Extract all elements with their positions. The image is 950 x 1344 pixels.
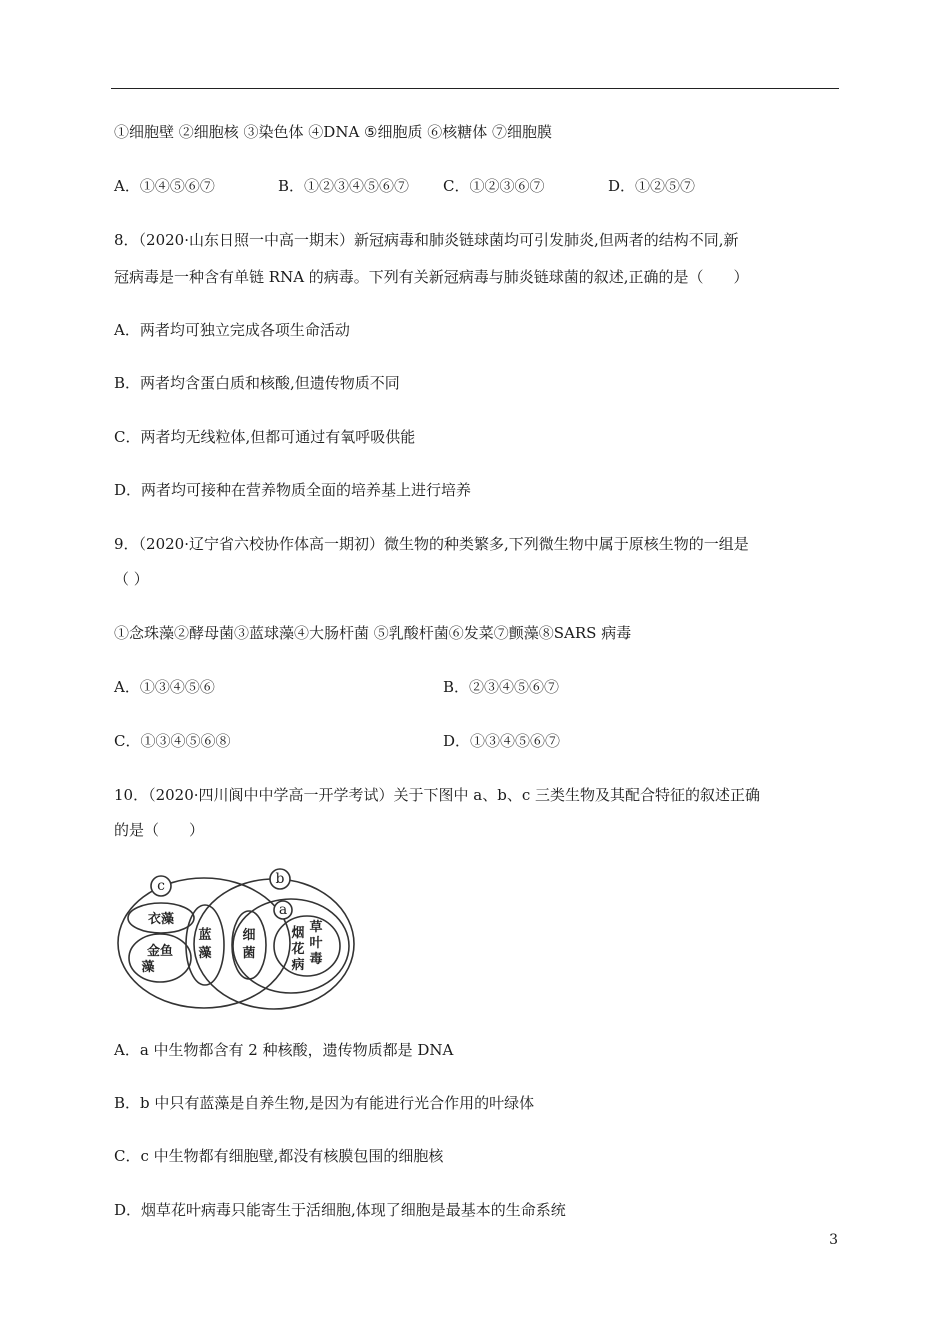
text-virus-6: 毒 (309, 952, 323, 967)
text-jinyu-2: 藻 (141, 960, 155, 975)
header-rule (111, 88, 839, 89)
q10-stem-line1: 10．（2020·四川阆中中学高一开学考试）关于下图中 a、b、c 三类生物及其配合特征的叙述正确 (114, 786, 761, 804)
q8-option-d: D．两者均可接种在营养物质全面的培养基上进行培养 (114, 481, 472, 499)
q8-option-c: C．两者均无线粒体,但都可通过有氧呼吸供能 (114, 428, 416, 446)
q8-stem-line1: 8．（2020·山东日照一中高一期末）新冠病毒和肺炎链球菌均可引发肺炎,但两者的结构不同,新 (114, 231, 739, 249)
q7-option-b: B．①②③④⑤⑥⑦ (278, 177, 410, 195)
q8-option-a: A．两者均可独立完成各项生命活动 (114, 321, 350, 339)
q9-option-c: C．①③④⑤⑥⑧ (114, 732, 231, 750)
q9-stem-line1: 9．（2020·辽宁省六校协作体高一期初）微生物的种类繁多,下列微生物中属于原核生物的一组是 (114, 535, 749, 553)
text-virus-2: 花 (291, 942, 305, 957)
q9-option-b: B．②③④⑤⑥⑦ (443, 678, 560, 696)
text-xijun-1: 细 (242, 928, 256, 943)
text-lanzao-2: 藻 (198, 946, 212, 961)
q8-stem-line2: 冠病毒是一种含有单链 RNA 的病毒。下列有关新冠病毒与肺炎链球菌的叙述,正确的是（ ） (114, 268, 749, 286)
q9-stem-line2: （ ） (114, 570, 149, 588)
box-lanzao (186, 905, 224, 985)
label-a: a (278, 902, 288, 918)
q9-option-d: D．①③④⑤⑥⑦ (443, 732, 561, 750)
q10-option-d: D．烟草花叶病毒只能寄生于活细胞,体现了细胞是最基本的生命系统 (114, 1201, 566, 1219)
q8-option-b: B．两者均含蛋白质和核酸,但遗传物质不同 (114, 374, 400, 392)
text-yizao: 衣藻 (147, 912, 175, 927)
q7-option-d: D．①②⑤⑦ (608, 177, 696, 195)
q7-option-c: C．①②③⑥⑦ (443, 177, 545, 195)
text-virus-1: 烟 (291, 926, 305, 941)
text-lanzao-1: 蓝 (198, 928, 212, 943)
page-number: 3 (829, 1232, 838, 1248)
q10-stem-line2: 的是（ ） (114, 821, 205, 839)
label-b: b (275, 871, 285, 887)
venn-diagram (112, 868, 357, 1018)
box-xijun (232, 911, 266, 979)
q10-option-b: B．b 中只有蓝藻是自养生物,是因为有能进行光合作用的叶绿体 (114, 1094, 535, 1112)
q9-items: ①念珠藻②酵母菌③蓝球藻④大肠杆菌 ⑤乳酸杆菌⑥发菜⑦颤藻⑧SARS 病毒 (114, 624, 632, 642)
q7-items: ①细胞壁 ②细胞核 ③染色体 ④DNA ⑤细胞质 ⑥核糖体 ⑦细胞膜 (114, 123, 553, 141)
q10-option-a: A．a 中生物都含有 2 种核酸，遗传物质都是 DNA (114, 1041, 454, 1059)
box-virus (274, 916, 340, 976)
text-virus-4: 草 (309, 920, 323, 935)
text-virus-3: 病 (291, 958, 305, 973)
q7-option-a: A．①④⑤⑥⑦ (114, 177, 215, 195)
q9-option-a: A．①③④⑤⑥ (114, 678, 215, 696)
q10-option-c: C．c 中生物都有细胞壁,都没有核膜包围的细胞核 (114, 1147, 444, 1165)
text-xijun-2: 菌 (242, 946, 256, 961)
text-virus-5: 叶 (309, 936, 323, 951)
text-jinyu-1: 金鱼 (146, 944, 174, 959)
label-c: c (157, 878, 165, 894)
